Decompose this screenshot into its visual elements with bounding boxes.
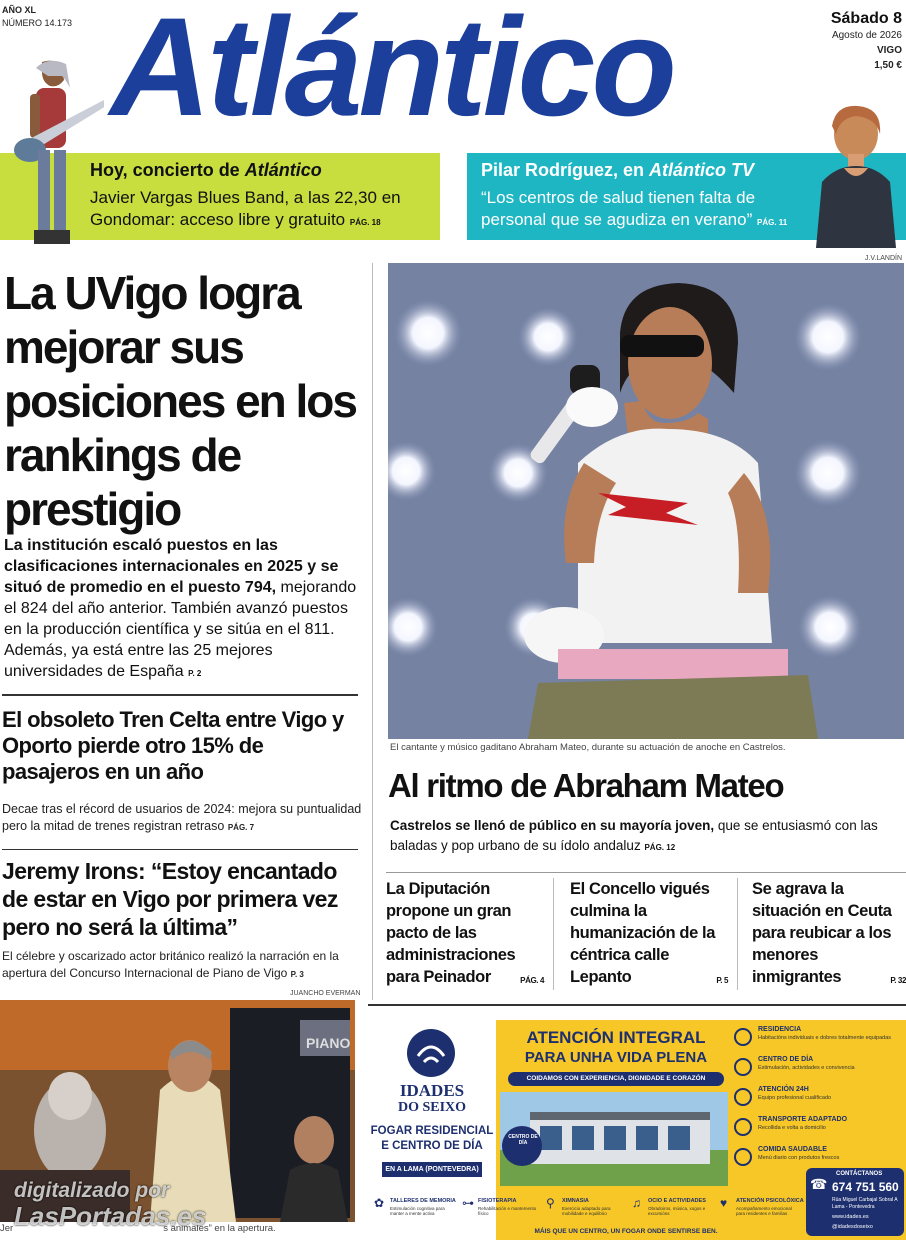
abraham-mateo-photo[interactable]: [388, 263, 904, 739]
irons-body: El célebre y oscarizado actor británico realizó la narración en la apertura del Concurso Internacional de Piano de Vigo: [2, 949, 339, 980]
promo-concert-body: Javier Vargas Blues Band, a las 22,30 en Gondomar: acceso libre y gratuito: [90, 188, 401, 229]
main-photo-caption: El cantante y músico gaditano Abraham Mateo, durante su actuación de anoche en Castrelos.: [390, 742, 786, 753]
promo-concert-content: [90, 159, 435, 234]
ad-phone[interactable]: 674 751 560: [832, 1180, 899, 1194]
ad-activity-title: TALLERES DE MEMORIA: [390, 1198, 456, 1204]
section-rule: [2, 849, 358, 850]
watermark-line2: LasPortadas.es: [14, 1201, 207, 1231]
main-photo-credit: J.V.LANDÍN: [864, 255, 902, 262]
phone-icon: ☎: [810, 1176, 828, 1192]
brief-concello-headline: El Concello vigués culmina la humanización de la céntrica calle Lepanto: [570, 880, 715, 986]
ad-brand-line1: IDADES: [399, 1081, 465, 1100]
ad-feature-title: ATENCIÓN 24H: [758, 1086, 809, 1093]
ad-activity-title: ATENCIÓN PSICOLÓXICA: [736, 1198, 804, 1204]
clock-icon: [734, 1088, 752, 1106]
train-headline[interactable]: El obsoleto Tren Celta entre Vigo y Oporto pierde otro 15% de pasajeros en un año: [2, 707, 344, 784]
ad-title2: PARA UNHA VIDA PLENA: [524, 1049, 708, 1066]
promo-concert-text: [90, 187, 435, 234]
promo-tv-title-prefix: Pilar Rodríguez, en: [481, 160, 650, 180]
walking-icon: ⚲: [546, 1196, 555, 1210]
promo-tv-content: [481, 159, 811, 234]
ad-service1: FOGAR RESIDENCIAL: [370, 1125, 494, 1137]
brain-icon: ✿: [374, 1196, 385, 1210]
date-block: [831, 10, 902, 73]
newspaper-logo[interactable]: Atlántico: [110, 0, 673, 145]
irons-caption-end: s animales” en la apertura.: [163, 1223, 276, 1234]
ad-feature-text: Recollida e volta a domicilio: [758, 1125, 826, 1131]
brief-ceuta[interactable]: [752, 878, 906, 990]
lead-subhead: [4, 535, 369, 684]
piano-sign: PIANO: [306, 1035, 351, 1051]
ad-activity-text: Acompañamento emocional para residentes e familias: [736, 1206, 792, 1216]
ad-web[interactable]: www.idades.es: [832, 1214, 869, 1220]
brief-divider: [737, 878, 738, 990]
ad-activity-text: Rehabilitación e mantemento físico: [478, 1206, 537, 1216]
music-icon: ♫: [632, 1196, 641, 1210]
ad-service2: E CENTRO DE DÍA: [381, 1140, 483, 1152]
people-icon: [734, 1058, 752, 1076]
ad-social[interactable]: @idadesdoseixo: [832, 1224, 873, 1230]
briefs-rule: [386, 872, 906, 873]
brief-ceuta-headline: Se agrava la situación en Ceuta para reubicar a los menores inmigrantes: [752, 880, 892, 986]
advert-idades-do-seixo[interactable]: [368, 1020, 906, 1240]
brief-diputacion-page: PÁG. 4: [520, 976, 544, 985]
ad-rule: [368, 1004, 906, 1006]
ad-brand-line2: DO SEIXO: [397, 1100, 467, 1115]
ad-activity-text: Estimulación cognitiva para manter a mente activa: [390, 1206, 445, 1216]
irons-headline[interactable]: Jeremy Irons: “Estoy encantado de estar en Vigo por primera vez pero no será la última”: [2, 858, 338, 940]
mateo-lead: [390, 816, 900, 858]
guitarist-image: [8, 58, 104, 252]
ad-badge: CENTRO DE DÍA: [508, 1134, 538, 1146]
column-divider: [372, 263, 373, 1000]
ad-feature: [734, 1086, 904, 1116]
ad-feature-text: Equipo profesional cualificado: [758, 1095, 832, 1101]
heart-icon: ♥: [720, 1196, 728, 1210]
ad-activity-title: XIMNASIA: [562, 1198, 589, 1204]
ad-feature-text: Estimulación, actividades e convivencia: [758, 1065, 855, 1071]
ad-activity-title: OCIO E ACTIVIDADES: [648, 1198, 706, 1204]
brief-concello[interactable]: [570, 878, 728, 990]
ad-brand: [368, 1082, 496, 1116]
ad-activity-text: Obradoiros, música, xogos e excursións: [648, 1206, 706, 1216]
ad-feature-title: COMIDA SAUDABLE: [758, 1146, 827, 1153]
edition-year: AÑO XL: [2, 5, 37, 15]
bus-icon: [734, 1118, 752, 1136]
ad-location: EN A LAMA (PONTEVEDRA): [382, 1162, 482, 1177]
issue-day: Sábado 8: [830, 10, 902, 27]
section-rule: [2, 694, 358, 696]
brief-divider: [553, 878, 554, 990]
ad-feature-text: Habitacións individuais e dobres totalmente equipadas: [758, 1035, 892, 1041]
promo-concert-title: [90, 159, 435, 181]
ad-feature: [734, 1116, 904, 1146]
lead-headline[interactable]: La UVigo logra mejorar sus posiciones en los rankings de prestigio: [4, 267, 356, 535]
ad-tagline: COIDAMOS CON EXPERIENCIA, DIGNIDADE E CORAZÓN: [508, 1072, 724, 1086]
dumbbell-icon: ⊶: [462, 1196, 474, 1210]
watermark: [14, 1180, 206, 1231]
ad-activity-text: Exercicio adaptado para mobilidade e equilibrio: [562, 1206, 611, 1216]
ad-footer: MÁIS QUE UN CENTRO, UN FOGAR ONDE SENTIRSE BEN.: [534, 1228, 718, 1235]
issue-city: VIGO: [876, 45, 902, 56]
mateo-lead-text: que se entusiasmó con las baladas y pop urbano de su ídolo andaluz: [390, 818, 878, 853]
promo-tv-title: [481, 159, 811, 181]
lead-subhead-text: mejorando el 824 del año anterior. También avanzó puestos en la producción científica y se sitúa en el 811. Además, ya está entre las 25 mejores universidades de España: [4, 579, 357, 680]
irons-photo-credit: JUANCHO EVERMAN: [290, 990, 361, 997]
ad-contact-label: CONTÁCTANOS: [836, 1171, 883, 1177]
brief-concello-page: P. 5: [716, 976, 728, 985]
brief-ceuta-page: P. 32: [890, 976, 906, 985]
issue-price: 1,50 €: [874, 60, 902, 71]
promo-tv-text: [481, 187, 811, 234]
promo-concert-page: PÁG. 18: [349, 218, 381, 227]
abraham-mateo-photo-art: [388, 263, 904, 739]
pilar-rodriguez-image: [806, 104, 906, 248]
edition-meta: [2, 4, 72, 30]
edition-number: NÚMERO 14.173: [2, 18, 73, 28]
mateo-page: PÁG. 12: [644, 843, 676, 852]
brief-diputacion[interactable]: [386, 878, 544, 990]
issue-date: Agosto de 2026: [831, 30, 902, 41]
ad-feature-title: TRANSPORTE ADAPTADO: [758, 1116, 848, 1123]
watermark-line1: digitalizado por: [14, 1179, 170, 1202]
ad-activity-title: FISIOTERAPIA: [478, 1198, 517, 1204]
train-page: PÁG. 7: [227, 823, 255, 832]
meal-icon: [734, 1148, 752, 1166]
residence-icon: [734, 1028, 752, 1046]
ad-feature-title: RESIDENCIA: [758, 1026, 802, 1033]
ad-services: [368, 1124, 496, 1154]
ad-logo-icon: [406, 1028, 456, 1078]
irons-page: P. 3: [290, 970, 304, 979]
mateo-lead-bold: Castrelos se llenó de público en su mayoría joven,: [390, 818, 715, 833]
promo-tv-page: PÁG. 11: [756, 218, 788, 227]
ad-title1: ATENCIÓN INTEGRAL: [526, 1028, 706, 1047]
irons-text: [2, 948, 364, 983]
lead-subhead-bold: La institución escaló puestos en las clasificaciones internacionales en 2025 y se situó de promedio en el puesto 794,: [4, 537, 339, 596]
brief-diputacion-headline: La Diputación propone un gran pacto de las administraciones para Peinador: [386, 880, 516, 986]
irons-caption-start: Jer: [0, 1223, 14, 1234]
ad-activities: [374, 1196, 804, 1226]
ad-contact: [806, 1168, 904, 1236]
ad-title: [496, 1028, 736, 1068]
ad-feature: [734, 1056, 904, 1086]
ad-feature-text: Menú diario con produtos frescos: [758, 1155, 840, 1161]
promo-concert-title-prefix: Hoy, concierto de: [90, 160, 245, 180]
ad-feature: [734, 1026, 904, 1056]
train-text: [2, 801, 362, 836]
ad-address: Rúa Miguel Carbajal Sobral A Lama - Pontevedra: [832, 1197, 898, 1210]
promo-tv-body: “Los centros de salud tienen falta de personal que se agudiza en verano”: [481, 188, 756, 229]
promo-concert-brand: Atlántico: [244, 160, 322, 180]
lead-page: P. 2: [188, 669, 202, 678]
train-body: Decae tras el récord de usuarios de 2024: mejora su puntualidad pero la mitad de trenes registran retraso: [2, 802, 362, 833]
ad-feature-title: CENTRO DE DÍA: [758, 1056, 814, 1063]
promo-tv-brand: Atlántico TV: [649, 160, 755, 180]
mateo-headline[interactable]: Al ritmo de Abraham Mateo: [388, 767, 784, 804]
ad-features: [734, 1026, 904, 1176]
